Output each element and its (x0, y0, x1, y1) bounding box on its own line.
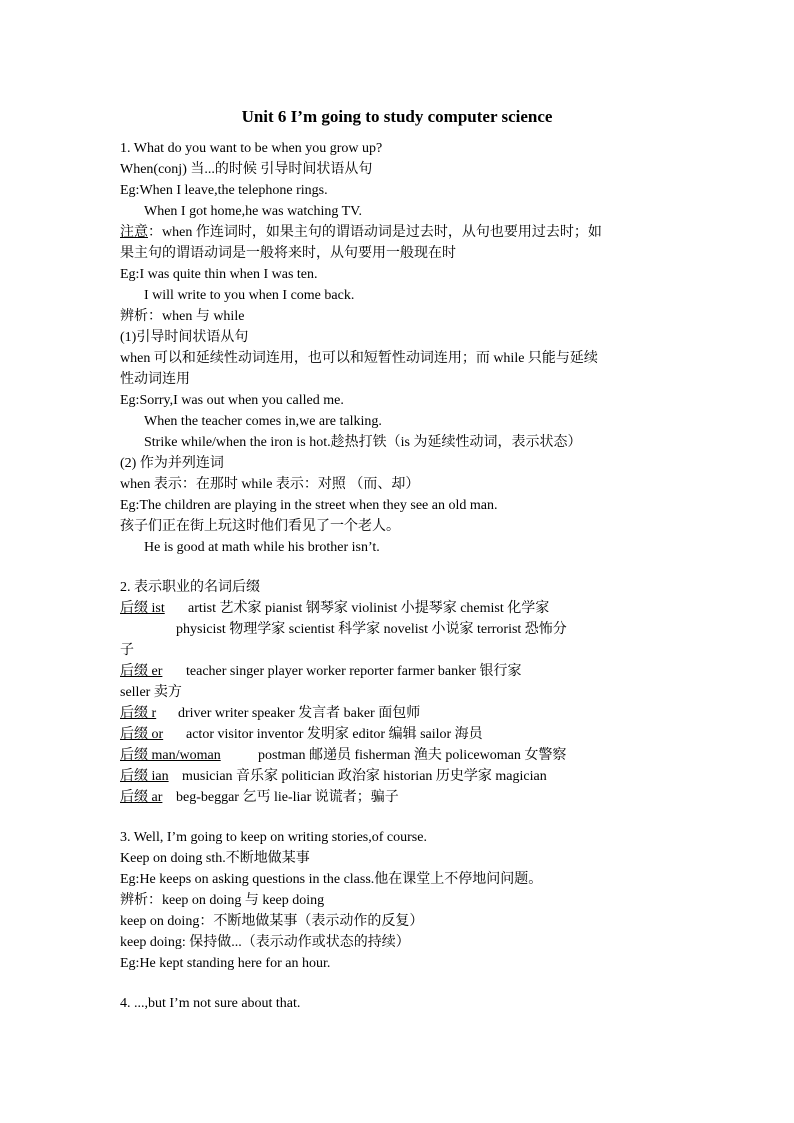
suffix-row (120, 724, 680, 745)
example-line: He is good at math while his brother isn’t. (144, 540, 380, 555)
example-line: When I got home,he was watching TV. (144, 204, 362, 219)
note-text: ：when 作连词时，如果主句的谓语动词是过去时，从句也要用过去时；如 (148, 225, 602, 240)
suffix-words: artist 艺术家 pianist 钢琴家 violinist 小提琴家 chemist 化学家 (188, 601, 550, 616)
note-line: 果主句的谓语动词是一般将来时，从句要用一般现在时 (120, 246, 456, 261)
suffix-row (120, 766, 680, 787)
section-2-heading: 2. 表示职业的名词后缀 (120, 580, 260, 595)
suffix-label: 后缀 r (120, 706, 157, 721)
suffix-label: 后缀 ist (120, 601, 165, 616)
comparison-heading: 辨析：keep on doing 与 keep doing (120, 893, 325, 908)
section-4-heading: 4. ...,but I’m not sure about that. (120, 996, 301, 1011)
page-title: Unit 6 I’m going to study computer science (241, 107, 553, 126)
example-line: Eg:I was quite thin when I was ten. (120, 267, 318, 282)
suffix-words: 子 (120, 643, 134, 658)
suffix-words: musician 音乐家 politician 政治家 historian 历史学家 magician (182, 769, 547, 784)
suffix-label: 后缀 or (120, 727, 164, 742)
phrase-definition: Keep on doing sth.不断地做某事 (120, 851, 310, 866)
suffix-row (120, 703, 680, 724)
suffix-words: postman 邮递员 fisherman 渔夫 policewoman 女警察 (258, 748, 567, 763)
suffix-label: 后缀 man/woman (120, 748, 221, 763)
example-line: Eg:The children are playing in the street when they see an old man. (120, 498, 498, 513)
note-label: 注意 (120, 225, 148, 240)
suffix-row (120, 787, 680, 808)
suffix-row (120, 661, 680, 682)
phrase-definition: keep doing: 保持做...（表示动作或状态的持续） (120, 935, 410, 950)
example-translation: 孩子们正在街上玩这时他们看见了一个老人。 (120, 519, 400, 534)
point-text: when 可以和延续性动词连用，也可以和短暂性动词连用；而 while 只能与延续 (120, 351, 598, 366)
section-1-heading: 1. What do you want to be when you grow up? (120, 141, 383, 156)
note-line (120, 222, 680, 243)
example-line: Eg:He keeps on asking questions in the class.他在课堂上不停地问问题。 (120, 872, 543, 887)
suffix-label: 后缀 ian (120, 769, 169, 784)
section-3-heading: 3. Well, I’m going to keep on writing stories,of course. (120, 830, 427, 845)
example-line: Eg:He kept standing here for an hour. (120, 956, 331, 971)
suffix-label: 后缀 er (120, 664, 163, 679)
example-line: Eg:When I leave,the telephone rings. (120, 183, 328, 198)
suffix-label: 后缀 ar (120, 790, 163, 805)
point-heading: (2) 作为并列连词 (120, 456, 224, 471)
point-text: when 表示：在那时 while 表示：对照 （而、却） (120, 477, 420, 492)
example-line: I will write to you when I come back. (144, 288, 355, 303)
example-line: When the teacher comes in,we are talking. (144, 414, 382, 429)
comparison-heading: 辨析：when 与 while (120, 309, 245, 324)
suffix-words: driver writer speaker 发言者 baker 面包师 (178, 706, 421, 721)
suffix-words: seller 卖方 (120, 685, 182, 700)
example-line: Eg:Sorry,I was out when you called me. (120, 393, 344, 408)
point-text: 性动词连用 (120, 372, 190, 387)
suffix-words: teacher singer player worker reporter farmer banker 银行家 (186, 664, 522, 679)
suffix-words: physicist 物理学家 scientist 科学家 novelist 小说家 terrorist 恐怖分 (176, 622, 567, 637)
example-line: Strike while/when the iron is hot.趁热打铁（is 为延续性动词，表示状态） (144, 435, 582, 450)
suffix-row (120, 745, 680, 766)
suffix-words: actor visitor inventor 发明家 editor 编辑 sailor 海员 (186, 727, 483, 742)
point-heading: (1)引导时间状语从句 (120, 330, 249, 345)
when-definition: When(conj) 当...的时候 引导时间状语从句 (120, 162, 373, 177)
suffix-words: beg-beggar 乞丐 lie-liar 说谎者；骗子 (176, 790, 399, 805)
phrase-definition: keep on doing：不断地做某事（表示动作的反复） (120, 914, 424, 929)
suffix-row (120, 598, 680, 619)
